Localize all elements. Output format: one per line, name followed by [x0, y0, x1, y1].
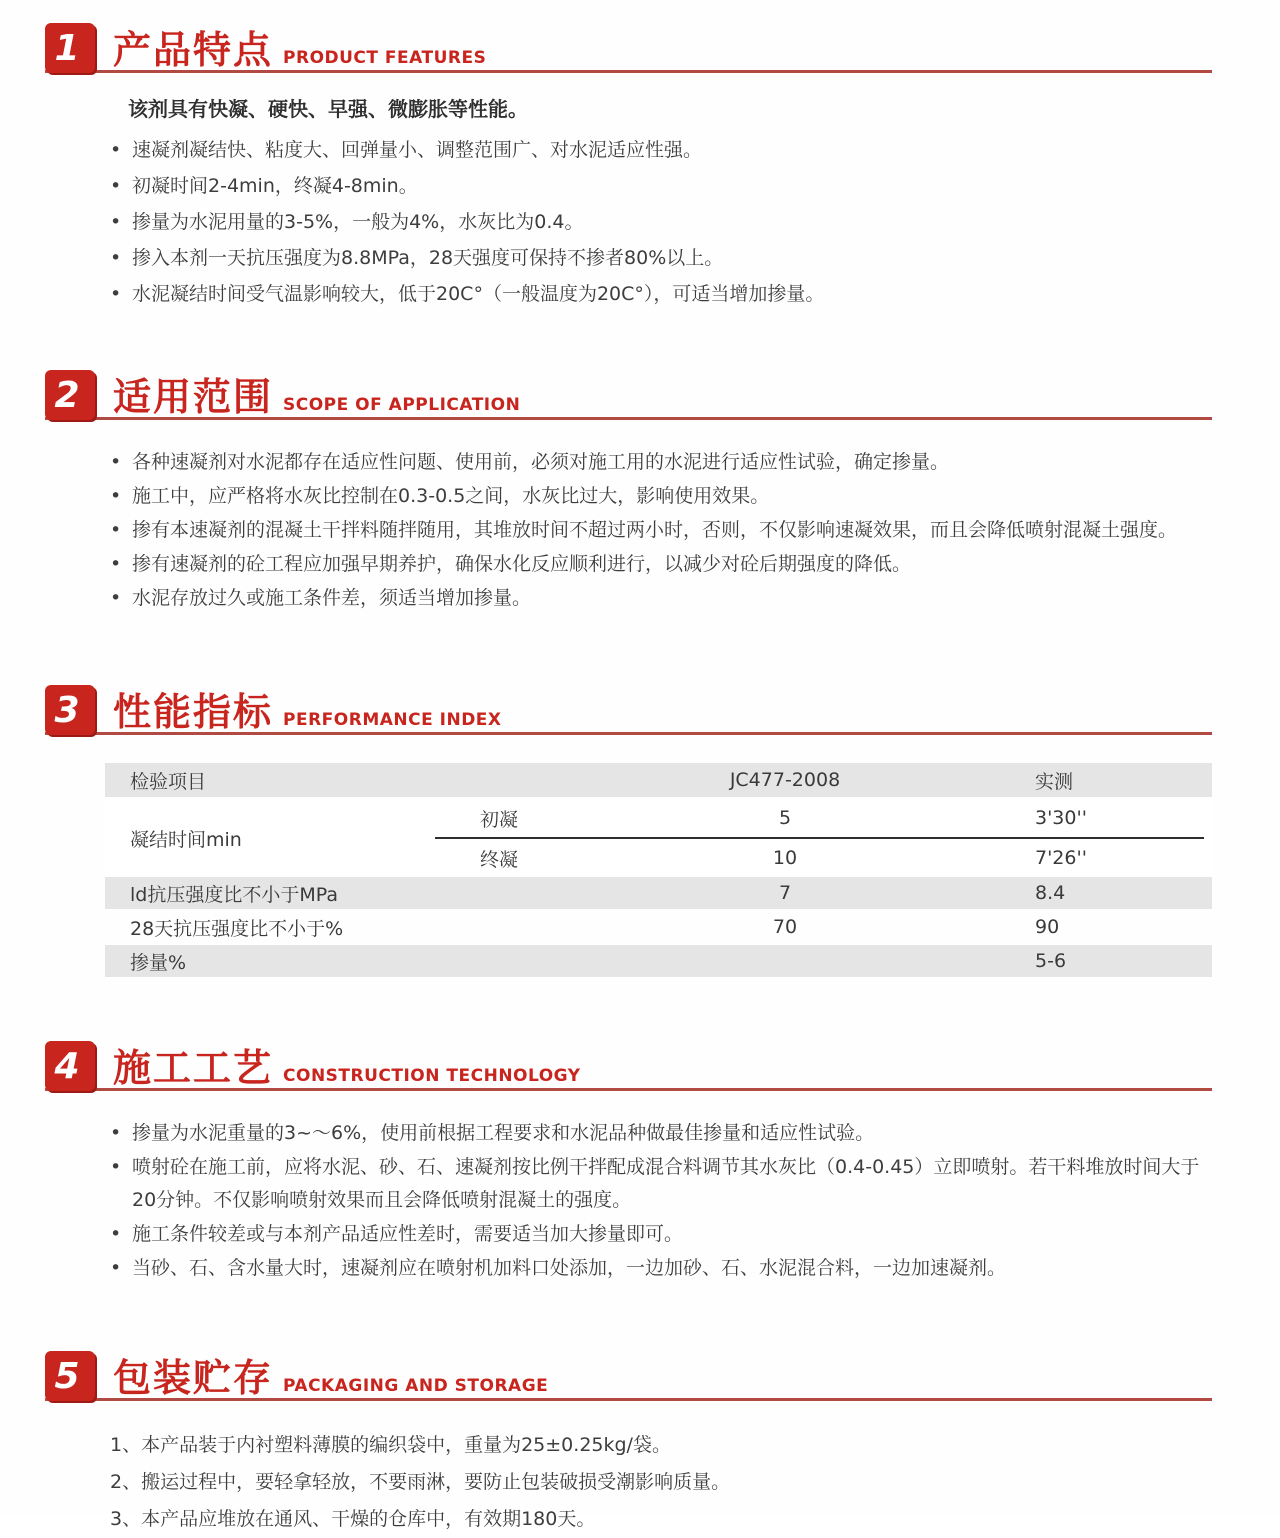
section-subtitle: PRODUCT FEATURES — [283, 48, 487, 68]
cell-measured: 8.4 — [1035, 882, 1066, 904]
cell-measured: 7'26'' — [1035, 847, 1087, 869]
packaging-list — [110, 1427, 1280, 1538]
col-header-item: 检验项目 — [130, 770, 207, 793]
section-title: 性能指标 — [113, 690, 274, 734]
performance-table — [105, 763, 1212, 979]
list-item: • 喷射砼在施工前，应将水泥、砂、石、速凝剂按比例干拌配成混合料调节其水灰比（0.4-0.45）立即喷射。若干料堆放时间大于20分钟。不仅影响喷射效果而且会降低喷射混凝土的强度。 — [110, 1151, 1220, 1217]
section-subtitle: PERFORMANCE INDEX — [283, 710, 502, 730]
cell-standard: 70 — [772, 916, 798, 938]
section-title: 适用范围 — [113, 375, 274, 419]
cell-item: ld抗压强度比不小于MPa — [130, 883, 338, 906]
section-number-badge: 1 — [45, 23, 95, 73]
list-item: • 掺有速凝剂的砼工程应加强早期养护，确保水化反应顺利进行，以减少对砼后期强度的降低。 — [110, 548, 1220, 581]
scope-list — [110, 446, 1220, 615]
section-header — [45, 23, 1212, 73]
cell-measured: 90 — [1035, 916, 1060, 938]
section-packaging-storage — [0, 1351, 1280, 1538]
list-item: • 施工条件较差或与本剂产品适应性差时，需要适当加大掺量即可。 — [110, 1218, 1220, 1251]
cell-item: 28天抗压强度比不小于% — [130, 917, 344, 940]
section-title: 产品特点 — [113, 28, 274, 72]
section-subtitle: SCOPE OF APPLICATION — [283, 395, 521, 415]
table-header-row — [105, 763, 1212, 799]
table-row — [105, 911, 1212, 945]
features-intro: 该剂具有快凝、硬快、早强、微膨胀等性能。 — [128, 97, 528, 121]
section-subtitle: PACKAGING AND STORAGE — [283, 1376, 549, 1396]
list-item: • 施工中，应严格将水灰比控制在0.3-0.5之间，水灰比过大，影响使用效果。 — [110, 480, 1220, 513]
section-title: 包装贮存 — [113, 1356, 274, 1400]
cell-item: 掺量% — [130, 951, 187, 974]
cell-sub: 终凝 — [480, 848, 519, 871]
list-item: • 掺量为水泥重量的3~～6%，使用前根据工程要求和水泥品种做最佳掺量和适应性试验。 — [110, 1117, 1220, 1150]
group-label: 凝结时间min — [130, 828, 242, 851]
section-performance-index — [0, 685, 1280, 979]
section-number-badge: 5 — [45, 1351, 95, 1401]
section-construction-technology — [0, 1041, 1280, 1285]
cell-measured: 3'30'' — [1035, 807, 1087, 829]
section-number-badge: 4 — [45, 1041, 95, 1091]
section-number-badge: 2 — [45, 370, 95, 420]
list-item: 1、本产品装于内衬塑料薄膜的编织袋中，重量为25±0.25kg/袋。 — [110, 1434, 671, 1456]
table-row — [435, 799, 1212, 837]
table-group-setting-time — [105, 799, 1212, 877]
table-row — [105, 877, 1212, 911]
section-scope-of-application — [0, 370, 1280, 615]
cell-sub: 初凝 — [480, 808, 519, 831]
table-row — [105, 945, 1212, 979]
construction-list — [110, 1117, 1220, 1285]
list-item: • 掺入本剂一天抗压强度为8.8MPa，28天强度可保持不掺者80%以上。 — [110, 240, 1220, 276]
list-item: • 掺量为水泥用量的3-5%，一般为4%，水灰比为0.4。 — [110, 204, 1220, 240]
features-list — [110, 132, 1220, 312]
cell-standard: 10 — [772, 847, 798, 869]
section-title: 施工工艺 — [113, 1046, 274, 1090]
section-header — [45, 370, 1212, 420]
list-item: 2、搬运过程中，要轻拿轻放，不要雨淋，要防止包装破损受潮影响质量。 — [110, 1471, 731, 1493]
list-item: • 当砂、石、含水量大时，速凝剂应在喷射机加料口处添加，一边加砂、石、水泥混合料，一边加速凝剂。 — [110, 1252, 1220, 1285]
table-row — [435, 839, 1212, 877]
cell-standard: 7 — [778, 882, 792, 904]
section-header — [45, 1351, 1212, 1401]
section-number-badge: 3 — [45, 685, 95, 735]
section-product-features — [0, 0, 1280, 312]
list-item: • 水泥存放过久或施工条件差，须适当增加掺量。 — [110, 582, 1220, 615]
list-item: • 水泥凝结时间受气温影响较大，低于20C°（一般温度为20C°），可适当增加掺量。 — [110, 276, 1220, 312]
list-item: 3、本产品应堆放在通风、干燥的仓库中，有效期180天。 — [110, 1508, 596, 1530]
cell-standard: 5 — [778, 807, 792, 829]
list-item: • 掺有本速凝剂的混凝土干拌料随拌随用，其堆放时间不超过两小时，否则，不仅影响速凝效果，而且会降低喷射混凝土强度。 — [110, 514, 1220, 547]
list-item: • 各种速凝剂对水泥都存在适应性问题、使用前，必须对施工用的水泥进行适应性试验，确定掺量。 — [110, 446, 1220, 479]
list-item: • 初凝时间2-4min，终凝4-8min。 — [110, 168, 1220, 204]
section-header — [45, 685, 1212, 735]
cell-measured: 5-6 — [1035, 950, 1067, 972]
section-subtitle: CONSTRUCTION TECHNOLOGY — [283, 1066, 581, 1086]
col-header-standard: JC477-2008 — [729, 769, 841, 791]
col-header-measured: 实测 — [1035, 770, 1074, 793]
list-item: • 速凝剂凝结快、粘度大、回弹量小、调整范围广、对水泥适应性强。 — [110, 132, 1220, 168]
section-header — [45, 1041, 1212, 1091]
